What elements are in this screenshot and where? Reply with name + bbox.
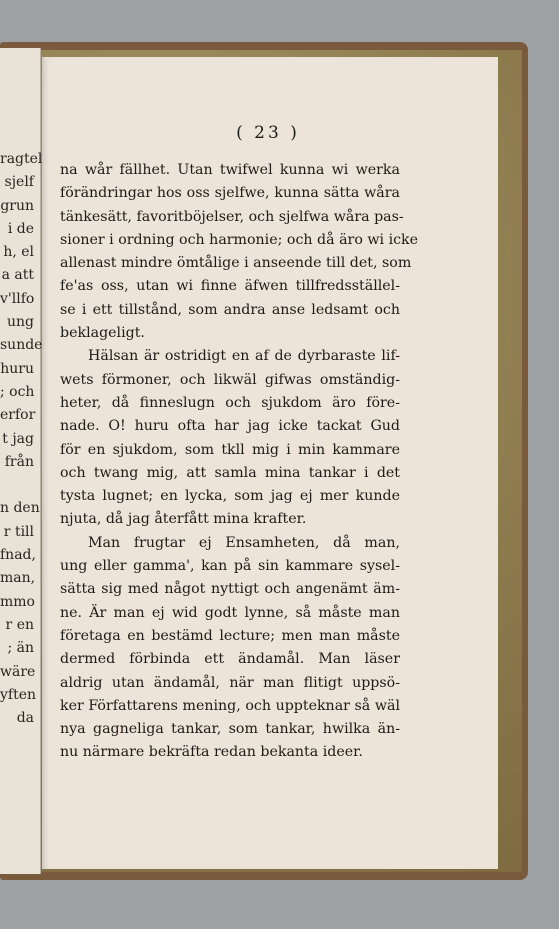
- left-page-fragment: huru: [0, 360, 34, 377]
- left-page-fragment: r en: [5, 616, 34, 633]
- text-line: nya gagneliga tankar, som tankar, hwilka än-: [60, 721, 400, 738]
- text-line: sätta sig med något nyttigt och angenämt äm-: [60, 581, 400, 598]
- text-line: sioner i ordning och harmonie; och då äro wi icke: [60, 231, 419, 248]
- text-line: ung eller gamma', kan på sin kammare sysel-: [60, 558, 400, 575]
- text-line: för en sjukdom, som tkll mig i min kammare: [60, 441, 400, 458]
- text-line: och twang mig, att samla mina tankar i det: [60, 464, 400, 481]
- text-line: tänkesätt, favoritböjelser, och sjelfwa wåra pas-: [60, 208, 404, 225]
- left-page-fragment: fnad,: [0, 547, 36, 564]
- text-line: ker Författarens mening, och uppteknar så wäl: [60, 697, 400, 714]
- left-page-fragment: da: [16, 710, 34, 727]
- text-line: heter, då finneslugn och sjukdom äro före-: [60, 394, 400, 411]
- left-page: [0, 48, 41, 874]
- left-page-fragment: ; och: [0, 383, 35, 400]
- right-page: [42, 57, 498, 869]
- left-page-text: [0, 148, 43, 730]
- left-page-fragment: t jag: [2, 430, 34, 447]
- left-page-fragment: sunde: [0, 337, 43, 354]
- text-line: wets förmoner, och likwäl gifwas omständig-: [60, 371, 400, 388]
- text-line: na wår fällhet. Utan twifwel kunna wi werka: [60, 162, 400, 178]
- paragraph: [60, 345, 400, 531]
- text-line: företaga en bestämd lecture; men man måste: [60, 627, 400, 644]
- text-line: tysta lugnet; en lycka, som jag ej mer kunde: [60, 488, 400, 505]
- left-page-fragment: ; än: [7, 640, 34, 657]
- page-number: ( 23 ): [236, 123, 300, 143]
- text-line: dermed förbinda ett ändamål. Man läser: [60, 651, 400, 668]
- paragraph: [60, 532, 400, 765]
- text-line: nu närmare bekräfta redan bekanta ideer.: [60, 744, 363, 761]
- left-page-fragment: [0, 474, 34, 497]
- left-page-fragment: från: [4, 453, 34, 470]
- left-page-fragment: mmo: [0, 593, 35, 610]
- left-page-fragment: a att: [1, 267, 34, 284]
- text-line: aldrig utan ändamål, när man flitigt uppsö-: [60, 674, 400, 691]
- text-line: Man frugtar ej Ensamheten, då man,: [88, 534, 400, 551]
- left-page-fragment: yften: [0, 686, 37, 703]
- text-line: förändringar hos oss sjelfwe, kunna sätta wåra: [60, 185, 400, 202]
- left-page-fragment: erfor: [0, 407, 36, 424]
- left-page-fragment: ung: [7, 314, 34, 331]
- paragraph: [60, 159, 419, 345]
- left-page-fragment: ragtel: [0, 151, 43, 167]
- text-line: allenast mindre ömtålige i anseende till det, som: [60, 255, 412, 272]
- left-page-fragment: v'llfo: [0, 290, 35, 307]
- text-line: se i ett tillstånd, som andra anse ledsamt och: [60, 301, 400, 318]
- text-line: Hälsan är ostridigt en af de dyrbaraste lif-: [88, 348, 400, 365]
- left-page-fragment: r till: [3, 523, 34, 540]
- left-page-fragment: wäre: [0, 663, 36, 680]
- left-page-fragment: h, el: [3, 244, 34, 261]
- text-line: nade. O! huru ofta har jag icke tackat Gud: [60, 418, 400, 435]
- text-line: fe'as oss, utan wi finne äfwen tillfredsställel-: [60, 278, 400, 295]
- text-line: njuta, då jag återfått mina krafter.: [60, 511, 307, 528]
- left-page-fragment: n den: [0, 500, 40, 517]
- left-page-fragment: sjelf: [4, 174, 34, 191]
- left-page-fragment: i de: [7, 220, 34, 237]
- body-text: [60, 159, 419, 765]
- left-page-fragment: grun: [0, 197, 34, 214]
- text-line: beklageligt.: [60, 325, 145, 342]
- left-page-fragment: man,: [0, 570, 36, 587]
- text-line: ne. Är man ej wid godt lynne, så måste man: [60, 604, 400, 621]
